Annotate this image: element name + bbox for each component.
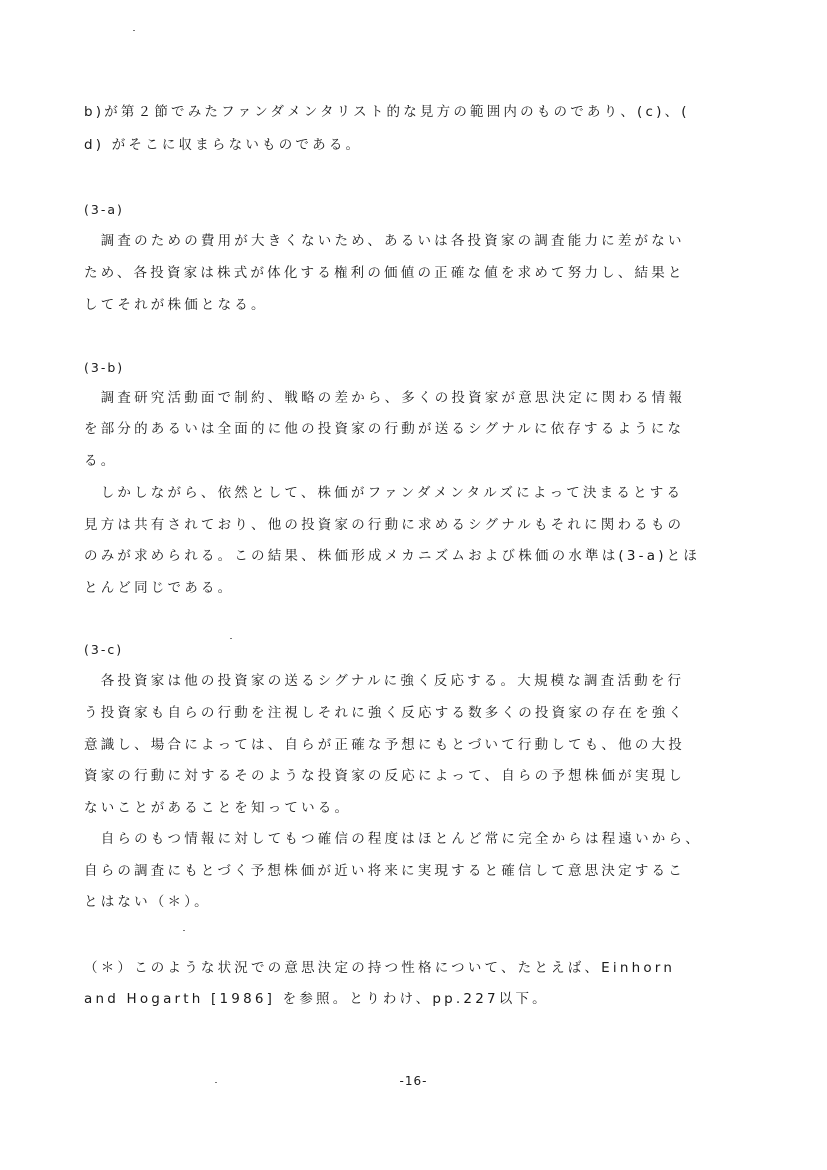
section-c-line-3: 意識し、場合によっては、自らが正確な予想にもとづいて行動しても、他の大投	[84, 737, 685, 753]
section-b-line-5: 見方は共有されており、他の投資家の行動に求めるシグナルもそれに関わるもの	[84, 517, 685, 533]
footnote-line-2: and Hogarth [1986] を参照。とりわけ、pp.227以下。	[84, 991, 549, 1007]
intro-line-2: d) がそこに収まらないものである。	[84, 137, 363, 153]
section-b-line-6: のみが求められる。この結果、株価形成メカニズムおよび株価の水準は(3-a)とほ	[84, 548, 701, 564]
section-c-line-2: う投資家も自らの行動を注視しそれに強く反応する数多くの投資家の存在を強く	[84, 705, 686, 721]
footnote-line-1: （＊）このような状況での意思決定の持つ性格について、たとえば、Einhorn	[84, 960, 676, 976]
section-c-line-6: 自らのもつ情報に対してもつ確信の程度はほとんど常に完全からは程遠いから、	[84, 831, 702, 847]
page-number: -16-	[399, 1074, 428, 1088]
intro-line-1: b)が第２節でみたファンダメンタリスト的な見方の範囲内のものであり、(c)、(	[84, 104, 690, 120]
section-c-heading: (3-c)	[84, 642, 124, 657]
section-c-line-1: 各投資家は他の投資家の送るシグナルに強く反応する。大規模な調査活動を行	[84, 673, 685, 689]
section-c-line-7: 自らの調査にもとづく予想株価が近い将来に実現すると確信して意思決定するこ	[84, 863, 685, 879]
scan-speck	[133, 30, 135, 31]
section-b-line-1: 調査研究活動面で制約、戦略の差から、多くの投資家が意思決定に関わる情報	[84, 390, 686, 406]
section-c-line-4: 資家の行動に対するそのような投資家の反応によって、自らの予想株価が実現し	[84, 768, 685, 784]
section-a-line-3: してそれが株価となる。	[84, 297, 268, 313]
section-b-line-4: しかしながら、依然として、株価がファンダメンタルズによって決まるとする	[84, 485, 684, 501]
section-b-line-2: を部分的あるいは全面的に他の投資家の行動が送るシグナルに依存するようにな	[84, 421, 685, 437]
scan-speck	[230, 638, 232, 639]
section-b-line-3: る。	[84, 453, 118, 469]
scan-speck	[183, 930, 185, 931]
section-a-line-1: 調査のための費用が大きくないため、あるいは各投資家の調査能力に差がない	[84, 233, 685, 249]
section-b-line-7: とんど同じである。	[84, 580, 235, 596]
section-b-heading: (3-b)	[84, 360, 125, 375]
section-c-line-8: とはない（＊）。	[84, 894, 211, 910]
section-c-line-5: ないことがあることを知っている。	[84, 800, 352, 816]
section-a-line-2: ため、各投資家は株式が体化する権利の価値の正確な値を求めて努力し、結果と	[84, 265, 685, 281]
section-a-heading: (3-a)	[84, 202, 124, 217]
